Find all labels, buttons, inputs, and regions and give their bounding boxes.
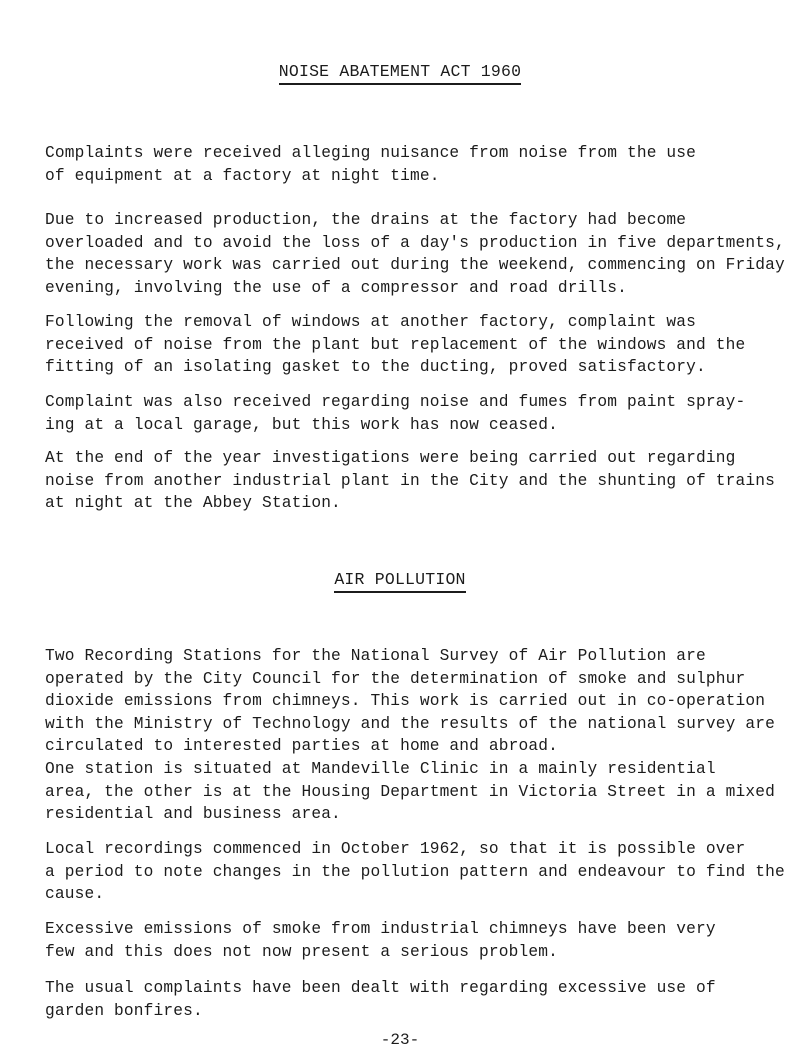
paragraph-noise-complaints-factory: Complaints were received alleging nuisance from noise from the use of equipment at a factory at night time. (45, 144, 697, 185)
paragraph-local-recordings: Local recordings commenced in October 1962, so that it is possible over a period to note changes in the pollution pattern and endeavour to find the cause. (45, 840, 785, 903)
section-heading-air-pollution: AIR POLLUTION (0, 570, 800, 593)
paragraph-year-end-investigations: At the end of the year investigations were being carried out regarding noise from another industrial plant in the City and the shunting of trains at night at the Abbey Station. (45, 449, 775, 512)
paragraph-drains-overloaded: Due to increased production, the drains at the factory had become overloaded and to avoid the loss of a day's production in five departments, the necessary work was carried out during the weekend, commencing on Friday evening, involving the use of a compressor and road drills. (45, 211, 785, 297)
paragraph-garden-bonfires: The usual complaints have been dealt with regarding excessive use of garden bonfires. (45, 979, 716, 1020)
paragraph-station-locations: One station is situated at Mandeville Clinic in a mainly residential area, the other is at the Housing Department in Victoria Street in a mixed residential and business area. (45, 760, 775, 823)
section-heading-noise-abatement: NOISE ABATEMENT ACT 1960 (0, 62, 800, 85)
paragraph-smoke-emissions: Excessive emissions of smoke from industrial chimneys have been very few and this does not now present a serious problem. (45, 920, 716, 961)
paragraph-window-removal: Following the removal of windows at another factory, complaint was received of noise from the plant but replacement of the windows and the fitting of an isolating gasket to the ducting, proved satisfactory. (45, 313, 746, 376)
paragraph-paint-spraying: Complaint was also received regarding noise and fumes from paint spray- ing at a local garage, but this work has now ceased. (45, 393, 746, 434)
page-number: -23- (380, 1031, 420, 1049)
paragraph-recording-stations: Two Recording Stations for the National Survey of Air Pollution are operated by the City Council for the determination of smoke and sulphur dioxide emissions from chimneys. This work is carried out in co-operation with the Ministry of Technology and the results of the national survey are circulated to interested parties at home and abroad. (45, 647, 775, 755)
